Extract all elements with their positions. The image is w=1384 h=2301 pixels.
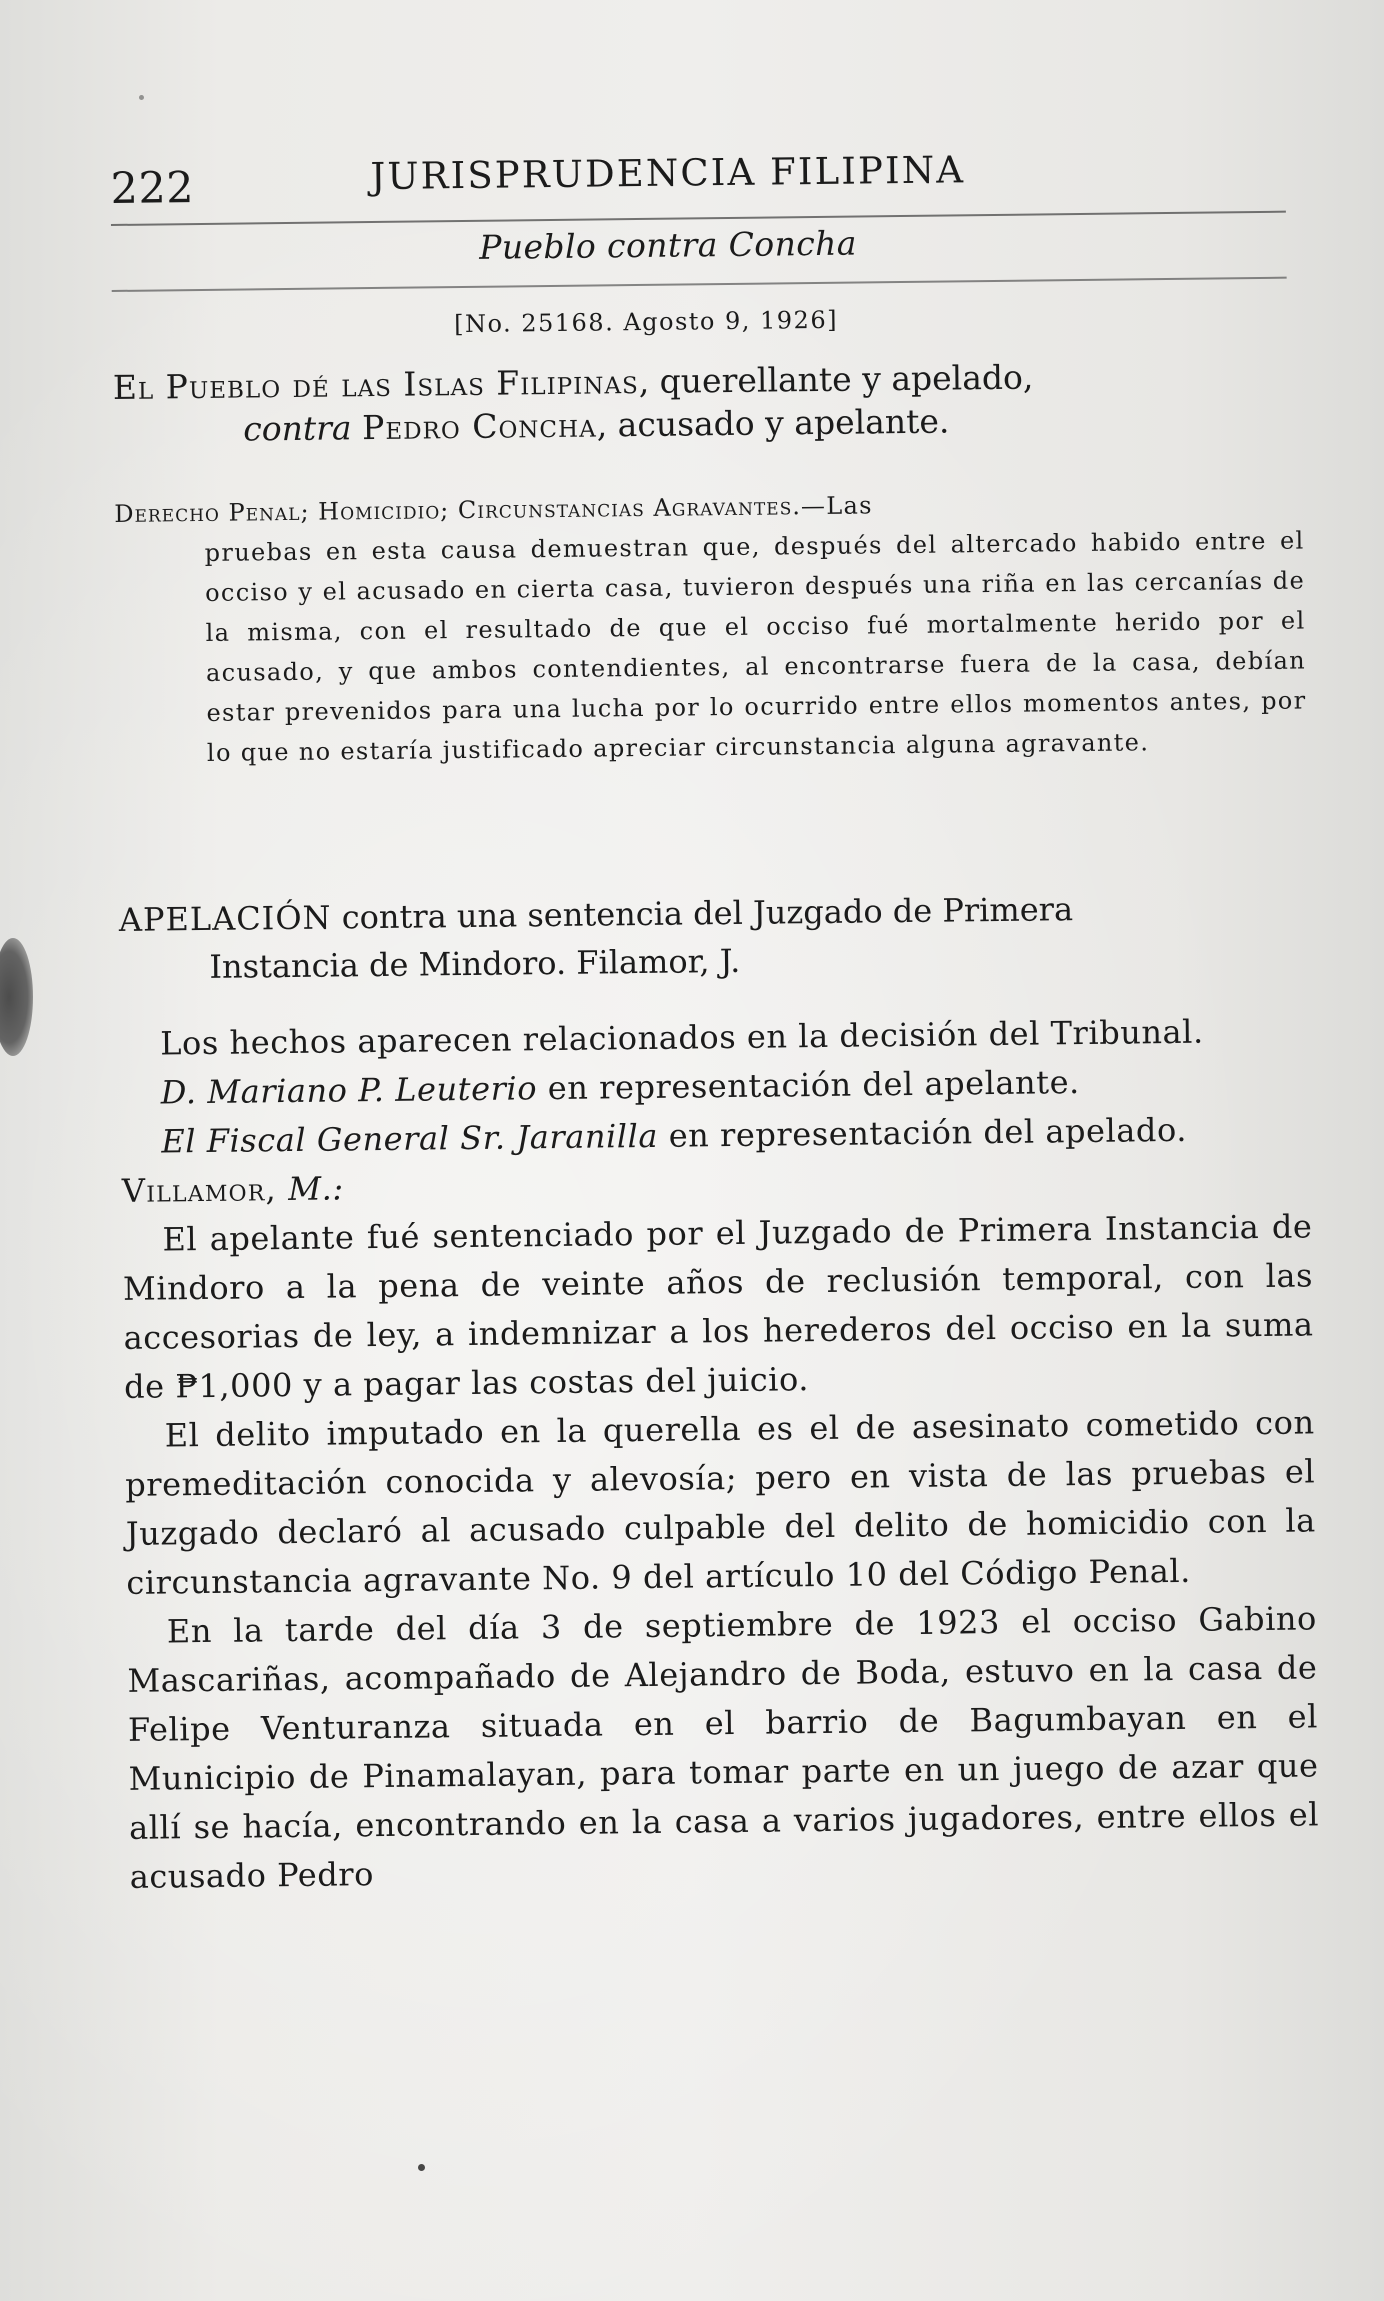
defendant-name: Pedro Concha xyxy=(361,405,597,448)
counsel-appellee-name: El Fiscal General Sr. Jaranilla xyxy=(161,1116,659,1161)
header-rule xyxy=(111,211,1286,226)
facts-paragraph: Los hechos aparecen relacionados en la decisión del Tribunal. xyxy=(160,1012,1204,1063)
decision-body xyxy=(120,1006,1320,1901)
page-content xyxy=(110,127,1320,1896)
subhead-rule xyxy=(112,277,1287,292)
counsel-appellee-role: en representación del apelado. xyxy=(657,1110,1188,1155)
appeal-line-2: Instancia de Mindoro. Filamor, J. xyxy=(209,941,741,986)
syllabus-text-first: —Las xyxy=(800,491,874,521)
page-number: 222 xyxy=(110,163,195,214)
case-number-date: [No. 25168. Agosto 9, 1926] xyxy=(453,305,839,339)
syllabus-text: pruebas en esta causa demuestran que, después del altercado habido entre el occiso y el acusado en cierta casa, tuvieron después una riña en las cercanías de la misma, con el resultado de que el occiso fué mortalmente herido por el acusado, y que ambos contendientes, al encontrarse fuera de la casa, debían estar prevenidos para una lucha por lo ocurrido entre ellos momentos antes, por lo que no estaría justificado apreciar circunstancia alguna agravante. xyxy=(204,526,1307,767)
syllabus xyxy=(114,480,1307,773)
body-paragraph-2: El delito imputado en la querella es el de asesinato cometido con premeditación conocida y alevosía; pero en vista de las pruebas el Juzgado declaró al acusado culpable del delito de homicidio con la circunstancia agravante No. 9 del artículo 10 del Código Penal. xyxy=(125,1403,1316,1602)
case-subhead: Pueblo contra Concha xyxy=(479,223,858,267)
appeal-line xyxy=(119,882,1310,991)
appeal-line-1-rest: contra una sentencia del Juzgado de Primera xyxy=(331,890,1074,937)
counsel-appellant-role: en representación del apelante. xyxy=(536,1063,1080,1108)
ink-speck-top xyxy=(139,95,144,100)
appeal-label: APELACIÓN xyxy=(118,898,332,939)
running-head: JURISPRUDENCIA FILIPINA xyxy=(370,148,966,199)
plaintiff-role: , querellante y apelado, xyxy=(638,357,1034,402)
syllabus-heading: Derecho Penal; Homicidio; Circunstancias Agravantes. xyxy=(114,492,802,528)
justice-name: Villamor, xyxy=(121,1170,289,1210)
case-parties xyxy=(113,353,1289,452)
justice-title: M.: xyxy=(288,1169,344,1209)
body-paragraph-1: El apelante fué sentenciado por el Juzgado de Primera Instancia de Mindoro a la pena de veinte años de reclusión temporal, con las accesorias de ley, a indemnizar a los herederos del occiso en la suma de ₱1,000 y a pagar las costas del juicio. xyxy=(122,1207,1314,1406)
plaintiff-name: El Pueblo dé las Islas Filipinas xyxy=(112,362,639,407)
counsel-appellant-name: D. Mariano P. Leuterio xyxy=(160,1069,538,1112)
page-header xyxy=(110,127,1301,339)
body-paragraph-3: En la tarde del día 3 de septiembre de 1923 el occiso Gabino Mascariñas, acompañado de Alejandro de Boda, estuvo en la casa de Felipe Venturanza situada en el barrio de Bagumbayan en el Municipio de Pinamalayan, para tomar parte en un juego de azar que allí se hacía, encontrando en la casa a varios jugadores, entre ellos el acusado Pedro xyxy=(127,1599,1320,1896)
defendant-role: , acusado y apelante. xyxy=(596,401,950,445)
ink-speck-bottom xyxy=(418,2164,425,2171)
contra-word: contra xyxy=(243,408,352,449)
scan-shadow-left xyxy=(0,938,33,1056)
